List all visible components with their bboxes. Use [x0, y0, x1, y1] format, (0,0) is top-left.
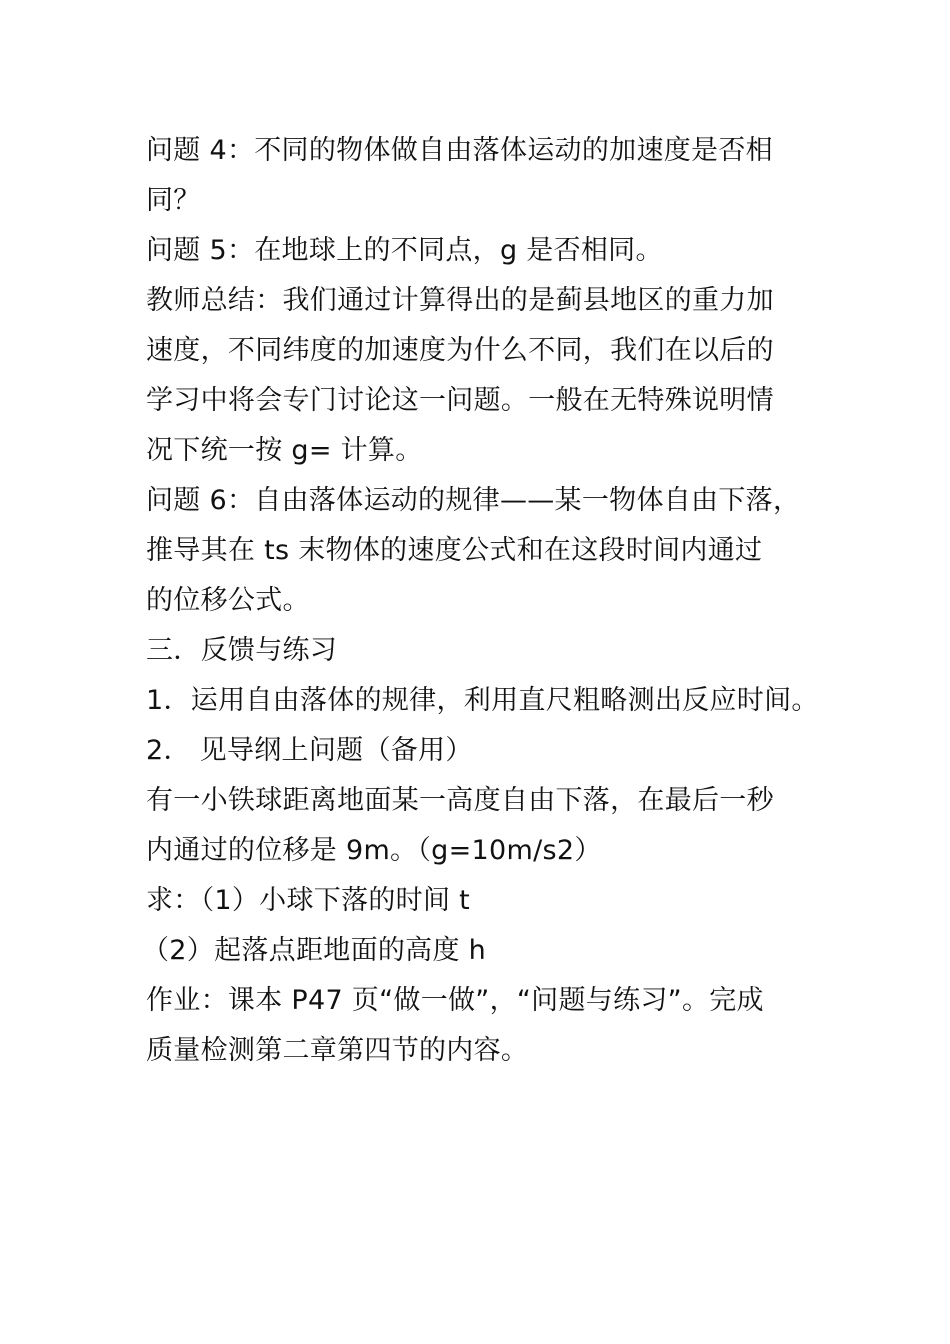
- question-6-line-1: 问题 6：自由落体运动的规律——某一物体自由下落，: [146, 485, 801, 516]
- question-5: 问题 5：在地球上的不同点，g 是否相同。: [146, 235, 663, 266]
- question-6-line-2: 推导其在 ts 末物体的速度公式和在这段时间内通过: [146, 535, 763, 566]
- section-heading-feedback: 三．反馈与练习: [146, 635, 338, 666]
- homework-line-2: 质量检测第二章第四节的内容。: [146, 1035, 529, 1066]
- exercise-1: 1．运用自由落体的规律，利用直尺粗略测出反应时间。: [146, 685, 819, 716]
- problem-part-1: 求：（1）小球下落的时间 t: [146, 885, 471, 916]
- exercise-2: 2． 见导纲上问题（备用）: [146, 735, 473, 766]
- question-4-line-1: 问题 4：不同的物体做自由落体运动的加速度是否相: [146, 135, 773, 166]
- problem-text-line-1: 有一小铁球距离地面某一高度自由下落，在最后一秒: [146, 785, 774, 816]
- homework-line-1: 作业：课本 P47 页“做一做”，“问题与练习”。完成: [146, 985, 764, 1016]
- question-6-line-3: 的位移公式。: [146, 585, 310, 616]
- teacher-summary-line-3: 学习中将会专门讨论这一问题。一般在无特殊说明情: [146, 385, 774, 416]
- problem-part-2: （2）起落点距地面的高度 h: [142, 935, 487, 966]
- teacher-summary-line-2: 速度，不同纬度的加速度为什么不同，我们在以后的: [146, 335, 774, 366]
- document-body: [142, 126, 836, 1076]
- teacher-summary-line-1: 教师总结：我们通过计算得出的是蓟县地区的重力加: [146, 285, 774, 316]
- question-4-line-2: 同？: [146, 185, 201, 216]
- problem-text-line-2: 内通过的位移是 9m。（g=10m/s2）: [146, 835, 602, 866]
- teacher-summary-line-4: 况下统一按 g= 计算。: [146, 435, 423, 466]
